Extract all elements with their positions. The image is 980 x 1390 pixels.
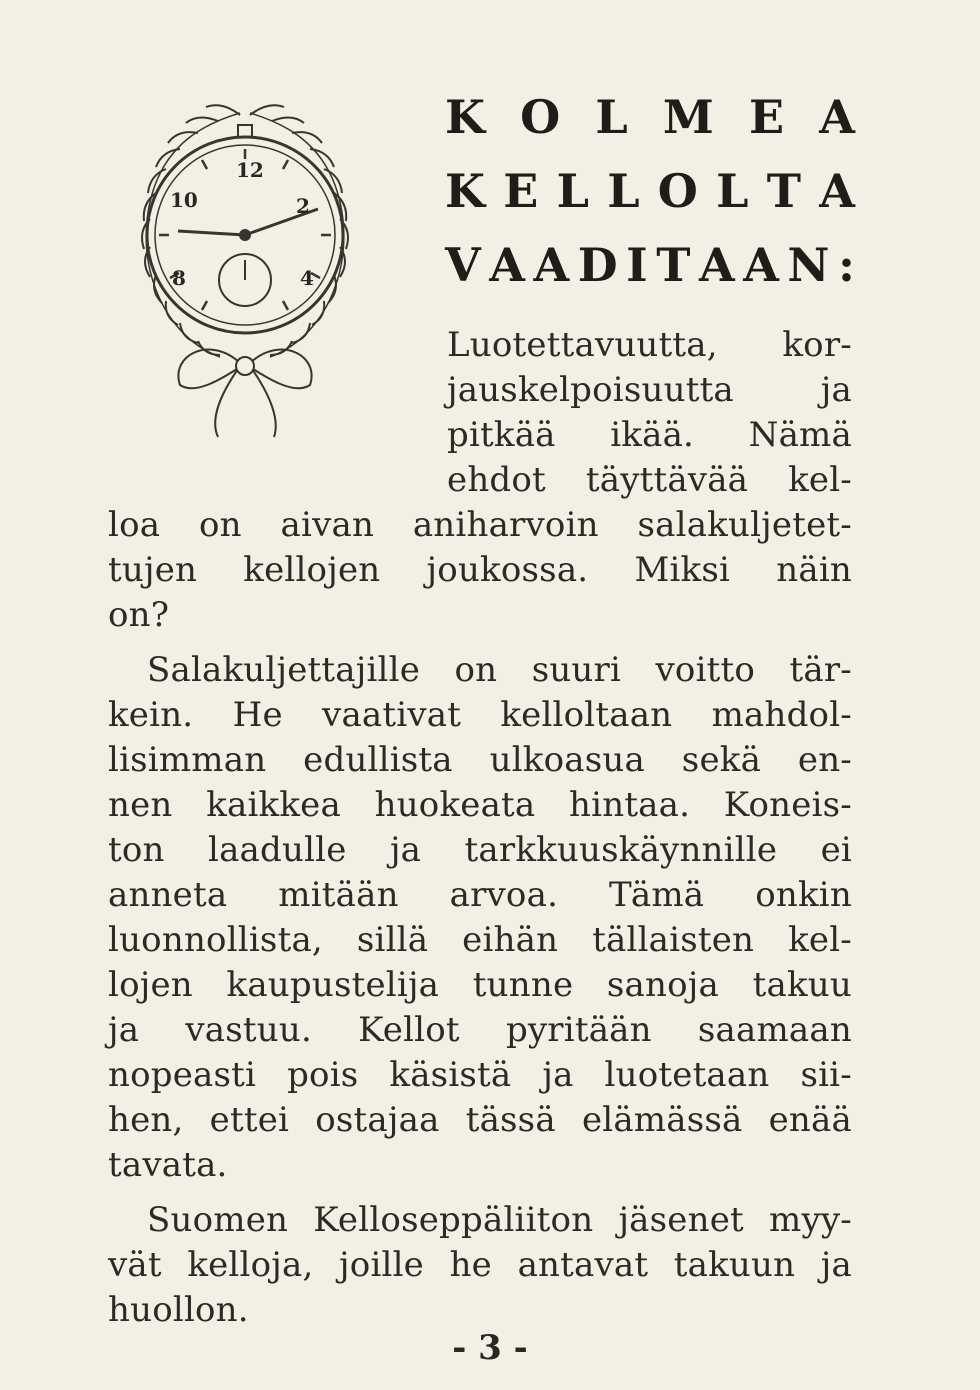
paragraph-line: tavata. [108, 1145, 228, 1185]
heading-letter: E [749, 90, 785, 144]
heading-letter: L [556, 164, 589, 218]
paragraph-line [147, 1198, 852, 1243]
word: mahdol- [711, 695, 852, 735]
word: Kellot [358, 1010, 460, 1050]
heading-letter: A [533, 238, 570, 292]
word: näin [776, 550, 852, 590]
word: ja [389, 830, 422, 870]
paragraph-line [108, 1008, 852, 1053]
heading-letter: O [657, 164, 698, 218]
heading-letter: T [766, 164, 801, 218]
word: nopeasti [108, 1055, 257, 1095]
word: kein. [108, 695, 194, 735]
page-number: - 3 - [452, 1328, 528, 1368]
word: lojen [108, 965, 193, 1005]
word: nen [108, 785, 173, 825]
word: onkin [755, 875, 852, 915]
word: aivan [280, 505, 375, 545]
word: tarkkuuskäynnille [464, 830, 778, 870]
word: ei [820, 830, 852, 870]
word: anneta [108, 875, 228, 915]
word: tär- [789, 650, 852, 690]
heading-letter: N [787, 238, 830, 292]
word: jäsenet [618, 1200, 744, 1240]
word: antavat [517, 1245, 649, 1285]
word: tunne [472, 965, 574, 1005]
paragraph-line [108, 873, 852, 918]
word: Suomen [147, 1200, 289, 1240]
word: saamaan [697, 1010, 852, 1050]
heading-letter: A [819, 164, 855, 218]
word: myy- [769, 1200, 852, 1240]
paragraph-line [108, 1243, 852, 1288]
word: takuun [673, 1245, 796, 1285]
paragraph-line [147, 648, 852, 693]
paragraph-line [447, 413, 852, 458]
dial-number-8: 8 [172, 266, 186, 290]
paragraph-line [108, 503, 852, 548]
heading-letter: K [445, 164, 485, 218]
heading-letter: K [445, 90, 485, 144]
word: vastuu. [185, 1010, 312, 1050]
heading-line [445, 228, 855, 302]
paragraph-line: on? [108, 595, 170, 635]
heading-letter: M [662, 90, 714, 144]
word: salakuljetet- [637, 505, 852, 545]
word: hen, [108, 1100, 184, 1140]
heading-letter: L [607, 164, 640, 218]
word: sekä [681, 740, 762, 780]
paragraph-line [108, 783, 852, 828]
word: ettei [209, 1100, 290, 1140]
word: Kelloseppäliiton [313, 1200, 594, 1240]
word: arvoa. [449, 875, 559, 915]
word: ton [108, 830, 165, 870]
heading-letter: L [716, 164, 749, 218]
word: tässä [465, 1100, 556, 1140]
word: sillä [356, 920, 429, 960]
word: kelloja, [187, 1245, 314, 1285]
word: kel- [788, 460, 852, 500]
dial-number-4: 4 [300, 266, 314, 290]
heading-letter: A [698, 238, 735, 292]
word: Tämä [609, 875, 705, 915]
word: kellojen [243, 550, 381, 590]
word: enää [768, 1100, 852, 1140]
dial-number-12: 12 [236, 158, 264, 182]
heading-letter: V [445, 238, 481, 292]
heading-letter: O [520, 90, 561, 144]
heading-letter: A [489, 238, 525, 292]
word: sii- [800, 1055, 852, 1095]
word: Luotettavuutta, [447, 325, 718, 365]
paragraph-line [108, 693, 852, 738]
heading-letter: A [819, 90, 855, 144]
word: luonnollista, [108, 920, 323, 960]
word: luotetaan [604, 1055, 770, 1095]
word: edullista [303, 740, 453, 780]
word: pitkää [447, 415, 556, 455]
heading-letter: A [743, 238, 779, 292]
word: joille [339, 1245, 425, 1285]
paragraph-line [447, 323, 852, 368]
word: ja [108, 1010, 140, 1050]
word: Salakuljettajille [147, 650, 421, 690]
word: Koneis- [723, 785, 852, 825]
word: takuu [752, 965, 852, 1005]
heading-letter: D [577, 238, 618, 292]
word: tujen [108, 550, 198, 590]
word: jauskelpoisuutta [447, 370, 734, 410]
heading-letter: : [838, 238, 855, 292]
word: laadulle [208, 830, 347, 870]
paragraph-line [447, 458, 852, 503]
word: ja [542, 1055, 574, 1095]
paragraph-line [108, 1053, 852, 1098]
word: vät [108, 1245, 162, 1285]
word: vaativat [322, 695, 462, 735]
word: en- [797, 740, 852, 780]
word: mitään [278, 875, 399, 915]
heading-letter: T [656, 238, 691, 292]
word: on [454, 650, 498, 690]
word: käsistä [389, 1055, 512, 1095]
word: kor- [782, 325, 852, 365]
word: Miksi [634, 550, 731, 590]
word: pyritään [505, 1010, 652, 1050]
word: Nämä [748, 415, 852, 455]
word: He [232, 695, 283, 735]
word: sanoja [606, 965, 720, 1005]
word: kaupustelija [226, 965, 440, 1005]
word: lisimman [108, 740, 267, 780]
word: suuri [531, 650, 622, 690]
word: täyttävää [585, 460, 749, 500]
word: ikää. [610, 415, 695, 455]
paragraph-line [108, 738, 852, 783]
word: kaikkea [206, 785, 341, 825]
heading-line [445, 80, 855, 154]
word: kel- [788, 920, 852, 960]
paragraph-line [108, 918, 852, 963]
word: eihän [462, 920, 559, 960]
heading-letter: E [503, 164, 539, 218]
paragraph-line [108, 1098, 852, 1143]
dial-number-2: 2 [296, 194, 310, 218]
word: huokeata [374, 785, 536, 825]
heading-letter: L [595, 90, 628, 144]
heading-line [445, 154, 855, 228]
word: ulkoasua [489, 740, 645, 780]
word: loa [108, 505, 161, 545]
word: on [198, 505, 242, 545]
word: he [449, 1245, 492, 1285]
paragraph-line [108, 963, 852, 1008]
word: elämässä [581, 1100, 743, 1140]
word: pois [287, 1055, 359, 1095]
page-heading [445, 80, 855, 302]
paragraph-line [108, 548, 852, 593]
word: hintaa. [569, 785, 691, 825]
word: joukossa. [426, 550, 589, 590]
word: tällaisten [592, 920, 755, 960]
word: ehdot [447, 460, 546, 500]
word: aniharvoin [412, 505, 599, 545]
word: ja [820, 1245, 852, 1285]
word: ostajaa [315, 1100, 440, 1140]
paragraph-line [447, 368, 852, 413]
word: voitto [655, 650, 756, 690]
heading-letter: I [626, 238, 648, 292]
word: kelloltaan [500, 695, 673, 735]
pocket-watch-wreath-icon [100, 85, 390, 445]
paragraph-line [108, 828, 852, 873]
paragraph-line: huollon. [108, 1290, 249, 1330]
word: ja [820, 370, 852, 410]
dial-number-10: 10 [170, 188, 198, 212]
